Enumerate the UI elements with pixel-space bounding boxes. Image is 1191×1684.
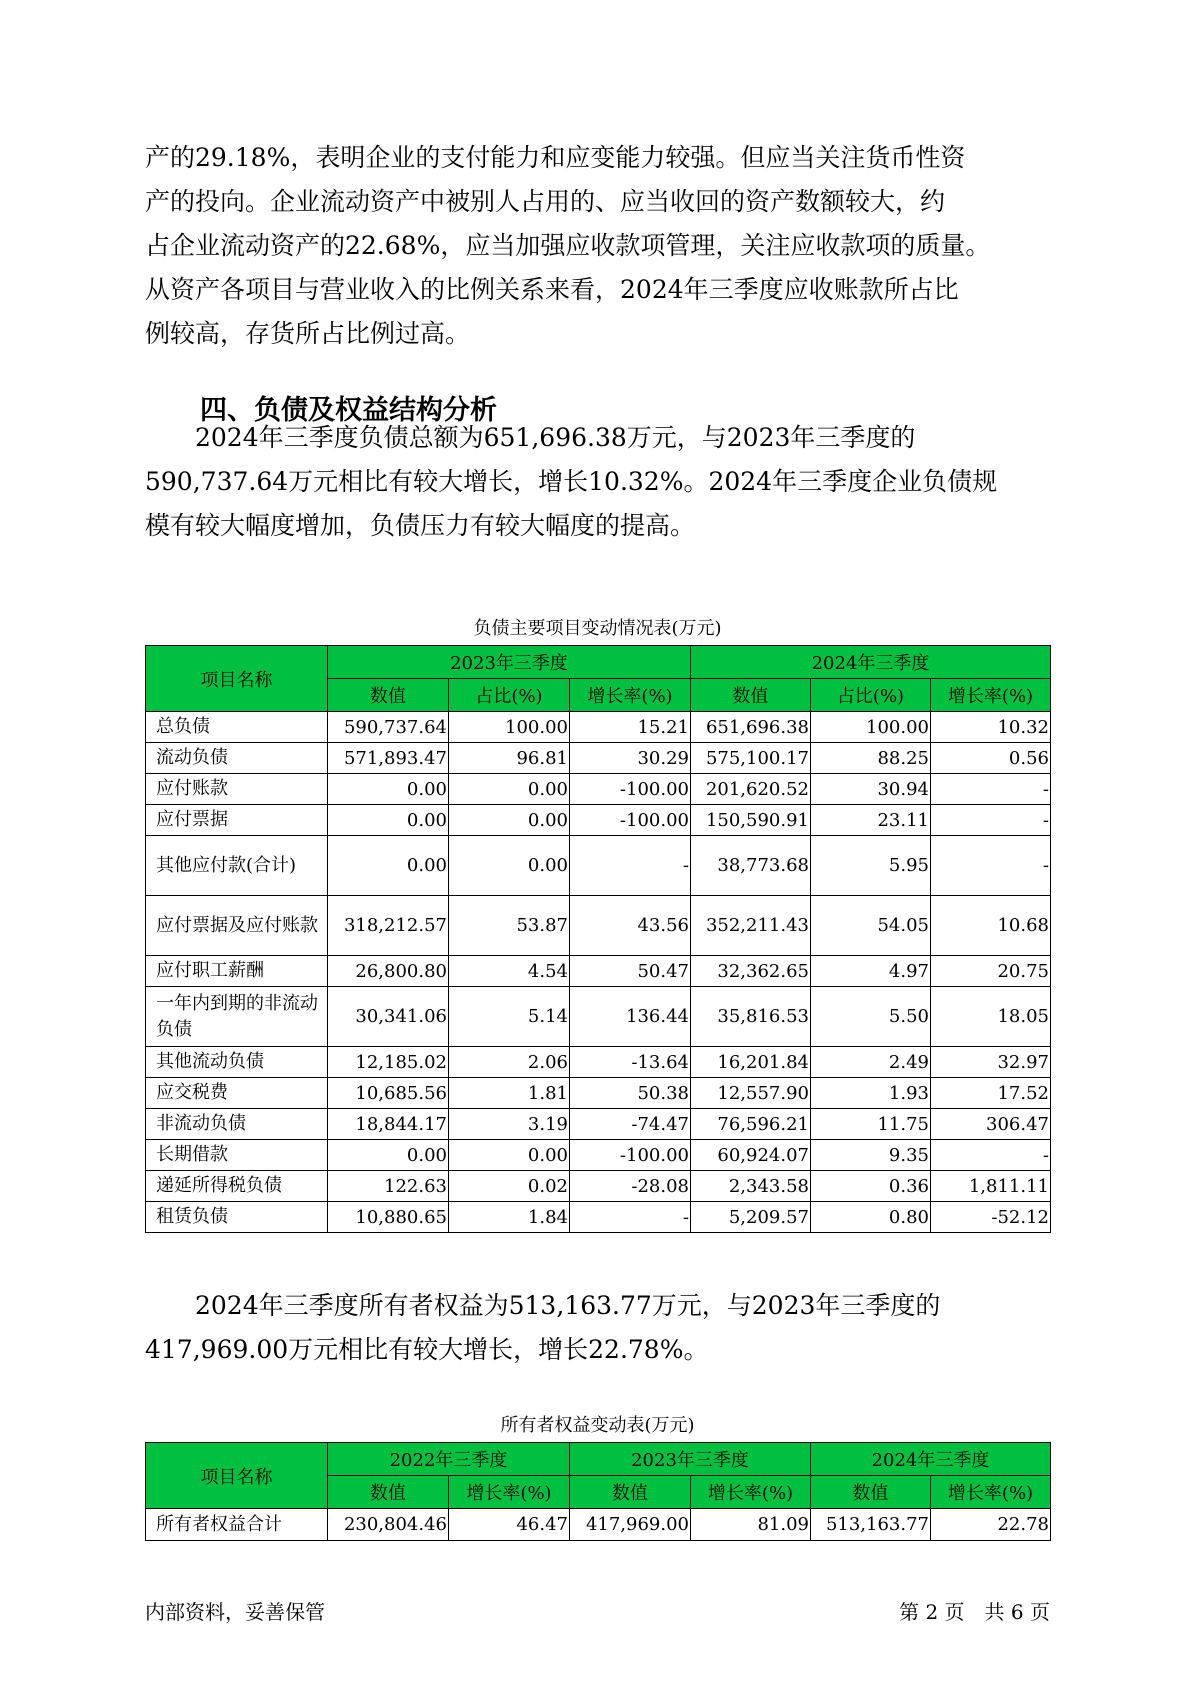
cell-value: 30,341.06	[328, 987, 449, 1047]
cell-value: 18,844.17	[328, 1109, 449, 1140]
paragraph-line: 占企业流动资产的22.68%，应当加强应收款项管理，关注应收款项的质量。	[145, 231, 991, 260]
cell-value: 53.87	[449, 896, 570, 956]
cell-value: 0.00	[328, 836, 449, 896]
cell-value: 12,185.02	[328, 1047, 449, 1078]
cell-value: 306.47	[931, 1109, 1051, 1140]
table-row	[146, 1171, 1051, 1202]
header-value: 数值	[691, 679, 811, 712]
header-share: 占比(%)	[449, 679, 570, 712]
header-group-2023: 2023年三季度	[328, 646, 691, 679]
cell-item-name: 应付票据	[146, 805, 328, 836]
cell-value: 11.75	[811, 1109, 931, 1140]
cell-value: 32,362.65	[691, 956, 811, 987]
paragraph-line: 从资产各项目与营业收入的比例关系来看，2024年三季度应收账款所占比	[145, 275, 959, 304]
cell-value: 60,924.07	[691, 1140, 811, 1171]
header-item-name: 项目名称	[146, 646, 328, 712]
header-group-2024: 2024年三季度	[811, 1443, 1051, 1476]
cell-value: 2,343.58	[691, 1171, 811, 1202]
cell-value: -	[931, 1140, 1051, 1171]
cell-value: 136.44	[570, 987, 691, 1047]
cell-value: 0.00	[449, 774, 570, 805]
cell-value: 12,557.90	[691, 1078, 811, 1109]
cell-value: 4.54	[449, 956, 570, 987]
header-value: 数值	[328, 679, 449, 712]
cell-value: 318,212.57	[328, 896, 449, 956]
paragraph-line: 2024年三季度所有者权益为513,163.77万元，与2023年三季度的	[195, 1291, 941, 1320]
paragraph-line: 产的投向。企业流动资产中被别人占用的、应当收回的资产数额较大，约	[145, 187, 946, 216]
cell-value: 1.93	[811, 1078, 931, 1109]
cell-value: 0.02	[449, 1171, 570, 1202]
cell-item-name: 长期借款	[146, 1140, 328, 1171]
cell-value: 50.47	[570, 956, 691, 987]
table-row	[146, 805, 1051, 836]
header-value: 数值	[570, 1476, 691, 1509]
cell-value: 30.29	[570, 743, 691, 774]
cell-value: -	[570, 836, 691, 896]
cell-value: 1,811.11	[931, 1171, 1051, 1202]
cell-item-name: 其他应付款(合计)	[146, 836, 328, 896]
cell-value: 4.97	[811, 956, 931, 987]
table-row	[146, 1202, 1051, 1233]
cell-value: 26,800.80	[328, 956, 449, 987]
cell-value: 0.00	[449, 1140, 570, 1171]
cell-item-name: 所有者权益合计	[146, 1509, 328, 1541]
table-row	[146, 1047, 1051, 1078]
cell-item-name: 流动负债	[146, 743, 328, 774]
header-growth: 增长率(%)	[931, 1476, 1051, 1509]
paragraph-liability-summary	[145, 416, 1050, 548]
cell-value: 513,163.77	[811, 1509, 931, 1541]
cell-value: 0.00	[328, 805, 449, 836]
cell-value: 10.68	[931, 896, 1051, 956]
cell-value: 5,209.57	[691, 1202, 811, 1233]
cell-item-name: 一年内到期的非流动负债	[146, 987, 328, 1047]
cell-value: 10,880.65	[328, 1202, 449, 1233]
table-row	[146, 1509, 1051, 1541]
header-growth: 增长率(%)	[449, 1476, 570, 1509]
cell-value: 0.36	[811, 1171, 931, 1202]
header-growth: 增长率(%)	[570, 679, 691, 712]
table-row	[146, 1140, 1051, 1171]
cell-value: 17.52	[931, 1078, 1051, 1109]
cell-value: 201,620.52	[691, 774, 811, 805]
cell-value: -	[931, 805, 1051, 836]
cell-value: 10.32	[931, 712, 1051, 743]
cell-value: 9.35	[811, 1140, 931, 1171]
table-caption-liabilities: 负债主要项目变动情况表(万元)	[473, 618, 722, 639]
cell-value: 571,893.47	[328, 743, 449, 774]
cell-value: -	[931, 774, 1051, 805]
table-row	[146, 987, 1051, 1047]
paragraph-line: 模有较大幅度增加，负债压力有较大幅度的提高。	[145, 511, 696, 540]
cell-value: 81.09	[691, 1509, 811, 1541]
cell-value: 230,804.46	[328, 1509, 449, 1541]
cell-value: 0.00	[328, 1140, 449, 1171]
cell-value: 1.81	[449, 1078, 570, 1109]
cell-value: 5.14	[449, 987, 570, 1047]
cell-value: 20.75	[931, 956, 1051, 987]
table-row	[146, 712, 1051, 743]
footer-page-number: 第 2 页 共 6 页	[899, 1600, 1050, 1624]
cell-value: 352,211.43	[691, 896, 811, 956]
cell-value: 100.00	[811, 712, 931, 743]
table-row	[146, 956, 1051, 987]
cell-value: 18.05	[931, 987, 1051, 1047]
cell-value: 0.56	[931, 743, 1051, 774]
header-value: 数值	[811, 1476, 931, 1509]
cell-value: 1.84	[449, 1202, 570, 1233]
table-caption-equity: 所有者权益变动表(万元)	[500, 1415, 695, 1436]
table-row	[146, 1078, 1051, 1109]
cell-value: 38,773.68	[691, 836, 811, 896]
footer-confidential-note: 内部资料，妥善保管	[145, 1600, 325, 1624]
cell-value: 3.19	[449, 1109, 570, 1140]
cell-value: 5.50	[811, 987, 931, 1047]
table-row	[146, 896, 1051, 956]
paragraph-equity-summary	[145, 1284, 1050, 1372]
header-growth: 增长率(%)	[931, 679, 1051, 712]
cell-value: 32.97	[931, 1047, 1051, 1078]
cell-value: 10,685.56	[328, 1078, 449, 1109]
cell-value: 0.00	[328, 774, 449, 805]
cell-value: 122.63	[328, 1171, 449, 1202]
cell-value: -	[570, 1202, 691, 1233]
paragraph-line: 例较高，存货所占比例过高。	[145, 319, 471, 348]
cell-value: 590,737.64	[328, 712, 449, 743]
header-growth: 增长率(%)	[691, 1476, 811, 1509]
table-row	[146, 836, 1051, 896]
cell-value: 5.95	[811, 836, 931, 896]
cell-value: 88.25	[811, 743, 931, 774]
header-value: 数值	[328, 1476, 449, 1509]
paragraph-line: 590,737.64万元相比有较大增长，增长10.32%。2024年三季度企业负债规	[145, 467, 998, 496]
table-row	[146, 774, 1051, 805]
cell-value: -100.00	[570, 774, 691, 805]
cell-item-name: 应付账款	[146, 774, 328, 805]
cell-value: -	[931, 836, 1051, 896]
cell-value: 22.78	[931, 1509, 1051, 1541]
liabilities-table	[145, 645, 1051, 1233]
paragraph-line: 417,969.00万元相比有较大增长，增长22.78%。	[145, 1335, 709, 1364]
cell-value: 100.00	[449, 712, 570, 743]
paragraph-line: 2024年三季度负债总额为651,696.38万元，与2023年三季度的	[195, 423, 916, 452]
cell-item-name: 递延所得税负债	[146, 1171, 328, 1202]
cell-value: 50.38	[570, 1078, 691, 1109]
cell-value: 16,201.84	[691, 1047, 811, 1078]
cell-item-name: 租赁负债	[146, 1202, 328, 1233]
cell-value: -100.00	[570, 805, 691, 836]
cell-value: 46.47	[449, 1509, 570, 1541]
cell-value: 0.00	[449, 836, 570, 896]
cell-value: 417,969.00	[570, 1509, 691, 1541]
cell-value: 35,816.53	[691, 987, 811, 1047]
header-group-2024: 2024年三季度	[691, 646, 1051, 679]
header-item-name: 项目名称	[146, 1443, 328, 1509]
cell-item-name: 应付票据及应付账款	[146, 896, 328, 956]
cell-value: 0.00	[449, 805, 570, 836]
paragraph-asset-analysis-end	[145, 136, 1050, 356]
table-row	[146, 743, 1051, 774]
cell-value: 30.94	[811, 774, 931, 805]
cell-value: 76,596.21	[691, 1109, 811, 1140]
cell-value: -100.00	[570, 1140, 691, 1171]
cell-value: -13.64	[570, 1047, 691, 1078]
table-row	[146, 1109, 1051, 1140]
equity-table	[145, 1442, 1051, 1541]
cell-item-name: 总负债	[146, 712, 328, 743]
cell-item-name: 非流动负债	[146, 1109, 328, 1140]
cell-value: -74.47	[570, 1109, 691, 1140]
paragraph-line: 产的29.18%，表明企业的支付能力和应变能力较强。但应当关注货币性资	[145, 143, 966, 172]
cell-value: 651,696.38	[691, 712, 811, 743]
header-group-2023: 2023年三季度	[570, 1443, 811, 1476]
cell-value: 23.11	[811, 805, 931, 836]
cell-item-name: 其他流动负债	[146, 1047, 328, 1078]
header-share: 占比(%)	[811, 679, 931, 712]
cell-value: 150,590.91	[691, 805, 811, 836]
cell-value: -28.08	[570, 1171, 691, 1202]
cell-value: 96.81	[449, 743, 570, 774]
cell-value: 15.21	[570, 712, 691, 743]
cell-item-name: 应付职工薪酬	[146, 956, 328, 987]
cell-value: 575,100.17	[691, 743, 811, 774]
header-group-2022: 2022年三季度	[328, 1443, 570, 1476]
section-heading: 四、负债及权益结构分析	[200, 395, 497, 426]
cell-value: 0.80	[811, 1202, 931, 1233]
cell-item-name: 应交税费	[146, 1078, 328, 1109]
cell-value: 2.49	[811, 1047, 931, 1078]
cell-value: 43.56	[570, 896, 691, 956]
cell-value: -52.12	[931, 1202, 1051, 1233]
cell-value: 54.05	[811, 896, 931, 956]
cell-value: 2.06	[449, 1047, 570, 1078]
